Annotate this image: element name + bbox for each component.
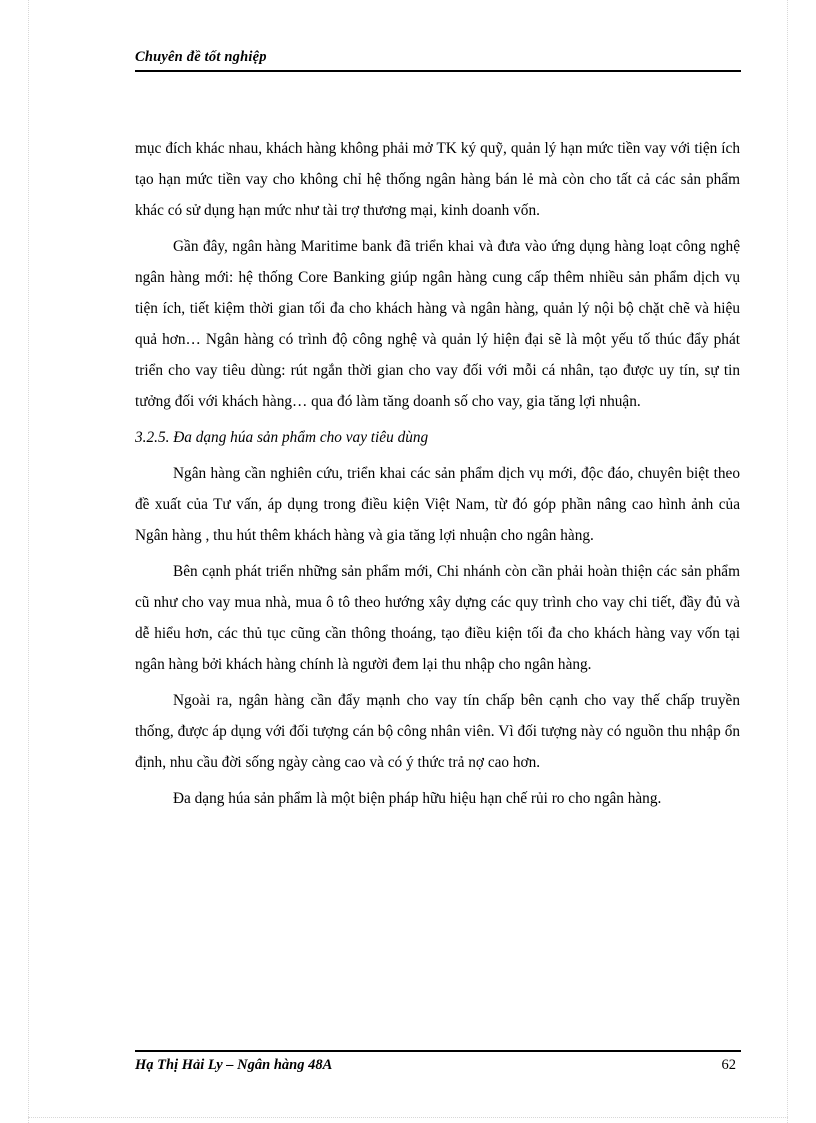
paragraph: Gần đây, ngân hàng Maritime bank đã triển khai và đưa vào ứng dụng hàng loạt công nghệ ngân hàng mới: hệ thống Core Banking giúp ngân hàng cung cấp thêm nhiều sản phẩm dịch vụ tiện ích, tiết kiệm thời gian tối đa cho khách hàng và ngân hàng, quản lý nội bộ chặt chẽ và hiệu quả hơn… Ngân hàng có trình độ công nghệ và quản lý hiện đại sẽ là một yếu tố thúc đẩy phát triển cho vay tiêu dùng: rút ngắn thời gian cho vay đối với mỗi cá nhân, tạo được uy tín, sự tin tưởng đối với khách hàng… qua đó làm tăng doanh số cho vay, gia tăng lợi nhuận. (135, 238, 740, 410)
footer-rule (135, 1050, 741, 1052)
paragraph: Ngân hàng cần nghiên cứu, triển khai các sản phẩm dịch vụ mới, độc đáo, chuyên biệt theo đề xuất của Tư vấn, áp dụng trong điều kiện Việt Nam, từ đó góp phần nâng cao hình ảnh của Ngân hàng , thu hút thêm khách hàng và gia tăng lợi nhuận cho ngân hàng. (135, 465, 740, 544)
page-bottom-edge (28, 1117, 788, 1118)
section-heading: 3.2.5. Đa dạng húa sản phẩm cho vay tiêu dùng (135, 429, 429, 446)
header-title: Chuyên đề tốt nghiệp (135, 49, 267, 65)
paragraph: Đa dạng húa sản phẩm là một biện pháp hữu hiệu hạn chế rủi ro cho ngân hàng. (173, 790, 662, 807)
paragraph-continued: mục đích khác nhau, khách hàng không phải mở TK ký quỹ, quản lý hạn mức tiền vay với tiện ích tạo hạn mức tiền vay cho không chỉ hệ thống ngân hàng bán lẻ mà còn cho tất cả các sản phẩm khác có sử dụng hạn mức như tài trợ thương mại, kinh doanh vốn. (135, 140, 740, 219)
paragraph: Bên cạnh phát triển những sản phẩm mới, Chi nhánh còn cần phải hoàn thiện các sản phẩm cũ như cho vay mua nhà, mua ô tô theo hướng xây dựng các quy trình cho vay chi tiết, đầy đủ và dễ hiểu hơn, các thủ tục cũng cần thông thoáng, tạo điều kiện tối đa cho khách hàng vay vốn tại ngân hàng bởi khách hàng chính là người đem lại thu nhập cho ngân hàng. (135, 563, 740, 673)
document-body (135, 133, 740, 819)
paragraph: Ngoài ra, ngân hàng cần đẩy mạnh cho vay tín chấp bên cạnh cho vay thế chấp truyền thống, được áp dụng với đối tượng cán bộ công nhân viên. Vì đối tượng này có nguồn thu nhập ổn định, nhu cầu đời sống ngày càng cao và có ý thức trả nợ cao hơn. (135, 692, 740, 771)
page-number: 62 (721, 1057, 736, 1073)
footer-author: Hạ Thị Hải Ly – Ngân hàng 48A (135, 1057, 333, 1073)
header-rule (135, 70, 741, 72)
